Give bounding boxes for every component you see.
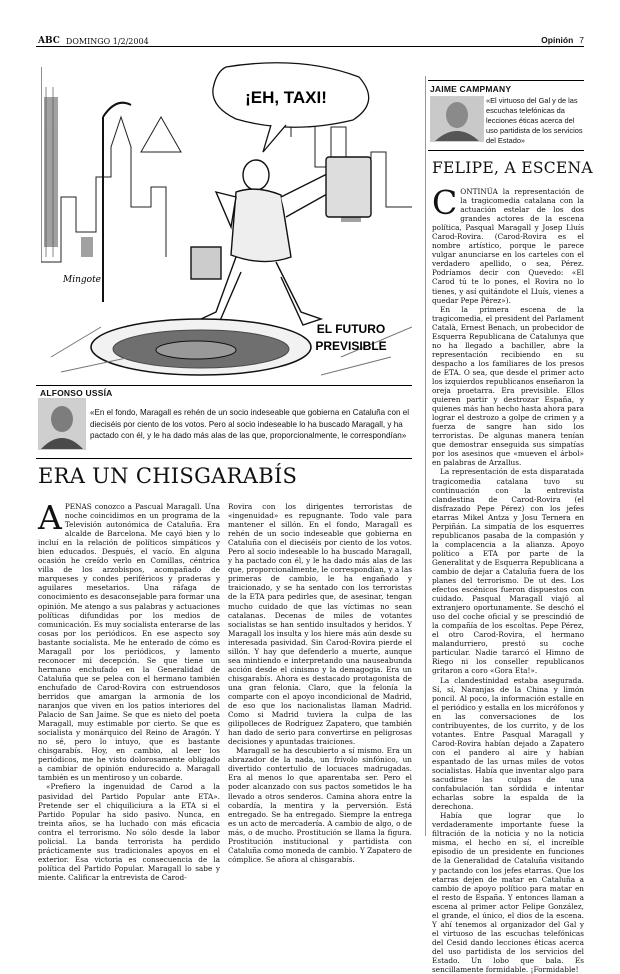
article-felipe-paragraph: La clandestinidad estaba asegurada. Sí, sí, Naranjas de la China y limón poncil. Al poco, la información estalle en el periódico y estalla en los micrófonos y en las conversaciones de los contribuyentes, de los currito, y de los votantes. Entre Pasqual Maragall y Carod-Rovira habían dejado a Zapatero con el pandero al aire y habían espantado de las urnas miles de votos socialistas. Había que inventar algo para sacudirse las culpas de una confabulación tan sórdida e intentar echarlas sobre la espalda de la derechona. — [432, 675, 584, 812]
article-chisgarabis-paragraph: «Prefiero la ingenuidad de Carod a la pasividad del Partido Popular ante ETA». Pretende ser el chiquiliciura a la ETA si el Partido Popular ha sido pasivo. Nunca, en treinta años, se ha luchado con más eficacia contra el terrorismo. No sólo desde la labor policial. La banda terrorista ha perdido prácticamente sus tradicionales apoyos en el exterior. Esa victoria es consecuencia de la política del Partido Popular. Maragall lo sabe y miente. Calificar la entrevista de Carod- — [38, 782, 220, 882]
editorial-cartoon — [41, 57, 412, 377]
author-photo-campmany — [430, 96, 484, 142]
portrait-icon — [39, 399, 85, 449]
article-felipe-paragraph: En la primera escena de la tragicomedia, el president del Parlament Català, Ernest Benach, un probecidor de Esquerra Republicana de Catalunya que no ha llegado a bachiller, abre la representación recibiendo en su despacho a los familiares de los presos de ETA. O sea, que desde el primer acto los izquierdos republicanos enseñaron la oreja proetarra. Era previsible. Ellos quieren partir y destrozar España, y quienes más han hecho hasta ahora para lograr el destrozo a golpe de crimen y a fuerza de sangre han sido los terroristas. De algunas manera tenían que demostrar enseguida sus simpatías por los asesinos que «mueven el árbol» en palabras de Arzallus. — [432, 304, 584, 468]
column-separator — [425, 76, 426, 836]
section-name: Opinión — [541, 35, 574, 45]
cartoon-drawing — [41, 57, 412, 377]
article-felipe-body — [432, 183, 584, 974]
author-name-campmany: JAIME CAMPMANY — [430, 84, 512, 94]
dropcap-a: A — [38, 498, 62, 537]
cartoon-signature: Mingote — [63, 275, 102, 285]
ussia-headline-rule — [36, 458, 412, 459]
headline-felipe: FELIPE, A ESCENA — [432, 159, 593, 177]
header-rule — [36, 46, 584, 47]
dropcap-c: C — [432, 183, 458, 222]
article-chisgarabis-col1 — [38, 498, 220, 882]
article-chisgarabis-paragraph: Rovira con los dirigentes terroristas de «ingenuidad» es repugnante. Todo vale para mantener el sillón. En el fondo, Maragall es rehén de un socio indeseable que gobierna en Cataluña con el dieciséis por ciento de los votos. Pero al socio indeseable lo ha buscado Maragall, y ha pactado con él, y le ha dado más alas de las que, proporcionalmente, le correspondían, y a las primeras de cambio, le ha engañado y traicionado, y se ha sentado con los terroristas de la ETA para pedirles que, de asesinar, tengan mucho cuidado de que las víctimas no sean catalanas. Decenas de miles de votantes socialistas se han sentido insultados y heridos. Y Maragall los insulta y los hiere más aún desde su interesada pasividad. Sin Carod-Rovira pierde el sillón. Y hay que defenderlo a muerte, aunque sea mintiendo e interpretando una nauseabunda acción desde el cinismo y la demagogia. Era un chisgarabís. Ahora es destacado protagonista de una gran felonía. Claro, que la felonía la comparte con el apoyo incondicional de Madrid, de eso que los nacionalistas llaman Madrid. Como si Madrid tuviera la culpa de las gilipolleces de Rodríguez Zapatero, que también han dado de serio para convertirse en peligrosas decisiones y apuntadas traiciones. — [228, 502, 412, 747]
ussia-top-rule — [36, 385, 412, 386]
page-number: 7 — [579, 35, 584, 45]
right-headline-rule — [428, 150, 584, 151]
author-photo-ussia — [38, 398, 86, 450]
abc-logo: ABC — [38, 36, 60, 46]
article-chisgarabis-paragraph: Maragall se ha descubierto a sí mismo. Era un abrazador de la nada, un frívolo sinfónico, un divertido contertulio de locuaces madrugadas. Era al menos lo que aparentaba ser. Pero el poder alcanzado con sus pactos sometidos le ha llevado a otros senderos. Camina ahora entre la cobardía, la mentira y la perversión. Está entregado. Se ha entregado. Siempre la entrega es un acto de mercadería. A cambio de algo, o de más, o de mucho. Prostitución se llama la figura. Prostitución institucional y partidista con Cataluña como moneda de cambio. Y Zapatero de cómplice. Se añora al chisgarabís. — [228, 746, 412, 864]
header-date: DOMINGO 1/2/2004 — [65, 36, 149, 46]
cartoon-caption-line2: PREVISIBLE — [315, 339, 387, 353]
article-chisgarabis-col2 — [228, 502, 412, 864]
article-felipe-paragraph: La representación de esta disparatada tragicomedia catalana tuvo su continuación con la entrevista clandestina de Carod-Rovira (el disfrazado Pepe Pérez) con los jefes etarras Mikel Antza y Josu Ternera en Perpiñán. La simpatía de los esquerres republicanos pasaba de la compasión y la complacencia a la alianza. Apoyo político a ETA por parte de la Generalitat y de Esquerra Republicana a cambio de dejar a Cataluña fuera de los planes del terrorismo. De ut des. Los efectos escénicos fueron dispuestos con cuidado. Pasqual Maragall viajó al extranjero oportunamente. Se deschó el uso del coche oficial y se prescindió de la compañía de los escoltas. Pepe Pérez, el otro Carod-Rovira, el hermano malandurriero, prestó su coche particular. Nadie tararcó el Himno de Riego ni los conseller republicanos gritaron a coro «Gora Eta!». — [432, 467, 584, 676]
right-column-top-rule — [428, 80, 584, 81]
page-header-left — [38, 36, 149, 46]
author-quote-ussia: «En el fondo, Maragall es rehén de un socio indeseable que gobierna en Cataluña con el dieciséis por ciento de los votos. Pero al socio indeseable lo ha buscado Maragall, y ha pactado con él, y le ha dado más alas de las que, proporcionalmente, le correspondían» — [90, 408, 410, 440]
author-name-ussia: ALFONSO USSÍA — [40, 388, 113, 398]
headline-chisgarabis: ERA UN CHISGARABÍS — [38, 464, 298, 488]
speech-bubble-text: ¡EH, TAXI! — [245, 88, 327, 107]
cartoon-caption-line1: EL FUTURO — [316, 322, 386, 336]
article-felipe-paragraph: Había que lograr que lo verdaderamente importante fuese la filtración de la noticia y no la noticia misma, el hecho en sí, el increíble episodio de un presidente en funciones de la Generalidad de Cataluña visitando y pactando con los jefes etarras. Que los etarras dejen de matar en Cataluña a cambio de apoyo político para matar en el resto de España. Y entonces llaman a escena al primer actor Felipe González, el grande, el único, el dios de la escena. Y ahí tenemos al organizador del Gal y el virtuoso de las escuchas telefónicas del Cesid dando lecciones éticas acerca del uso partidista de los servicios del Estado. Un lobo que bala. Es sencillamente formidable. ¡Formidable! — [432, 811, 584, 974]
portrait-icon — [431, 97, 483, 141]
author-quote-campmany: «El virtuoso del Gal y de las escuchas telefónicas da lecciones éticas acerca del uso partidista de los servicios del Estado» — [486, 96, 583, 145]
page-header-right — [541, 35, 584, 45]
article-chisgarabis-paragraph: APENAS conozco a Pascual Maragall. Una noche coincidimos en un programa de la Televisión autonómica de Cataluña. Era alcalde de Barcelona. Me cayó bien y lo incluí en la relación de políticos simpáticos y bien educados. Después, el vacío. En alguna ocasión he creído verlo en Comillas, céntrica villa de los arzobispos, acompañado de marqueses y condes periféricos y praderas y aguilares mesetarios. Una ráfaga de conocimiento es desaconsejable para formar una opinión. Me atengo a sus palabras y actuaciones políticas difundidas por los medios de comunicación. Es muy socialista enterarse de las cosas por los periódicos. En ese aspecto soy bastante socialista. Me he enterado de cómo es Maragall por los periódicos, y lamento reconocer mi decepción. Se que tiene un hermano enchufado en la Generalidad de Cataluña que se pelea con el hermano también enchufado de Carod-Rovira con estruendosos berridos que amargan la armonía de los naranjos que viven en los patios interiores del Palacio de San Jaime. Se que es nieto del poeta Maragall, muy estimable por cierto. Se que es socialista y monárquico del Reino de Aragón. Y no sé, pero lo intuyo, que es bastante chisgarabís. Hoy, en cambio, al leer los periódicos, me he visto dolorosamente obligado a cambiar de opinión endurecido a. Maragall también es un mentiroso y un cobarde. — [38, 498, 220, 783]
speech-bubble — [213, 63, 369, 152]
article-felipe-paragraph: CONTINÚA la representación de la tragicomedia catalana con la actuación estelar de los dos grandes actores de la escena política, Pasqual Maragall y Josep Lluís Carod-Rovira. (Carod-Rovira es el nombre artístico, porque le parece vulgar anunciarse en los carteles con el verdadero apellido, o sea, Pérez. Podríamos decir con Quevedo: «El Carod tú te lo pones, el Rovira no lo tienes, y así quitándote el Lluís, vienes a quedar Pepe Pérez»). — [432, 183, 584, 305]
